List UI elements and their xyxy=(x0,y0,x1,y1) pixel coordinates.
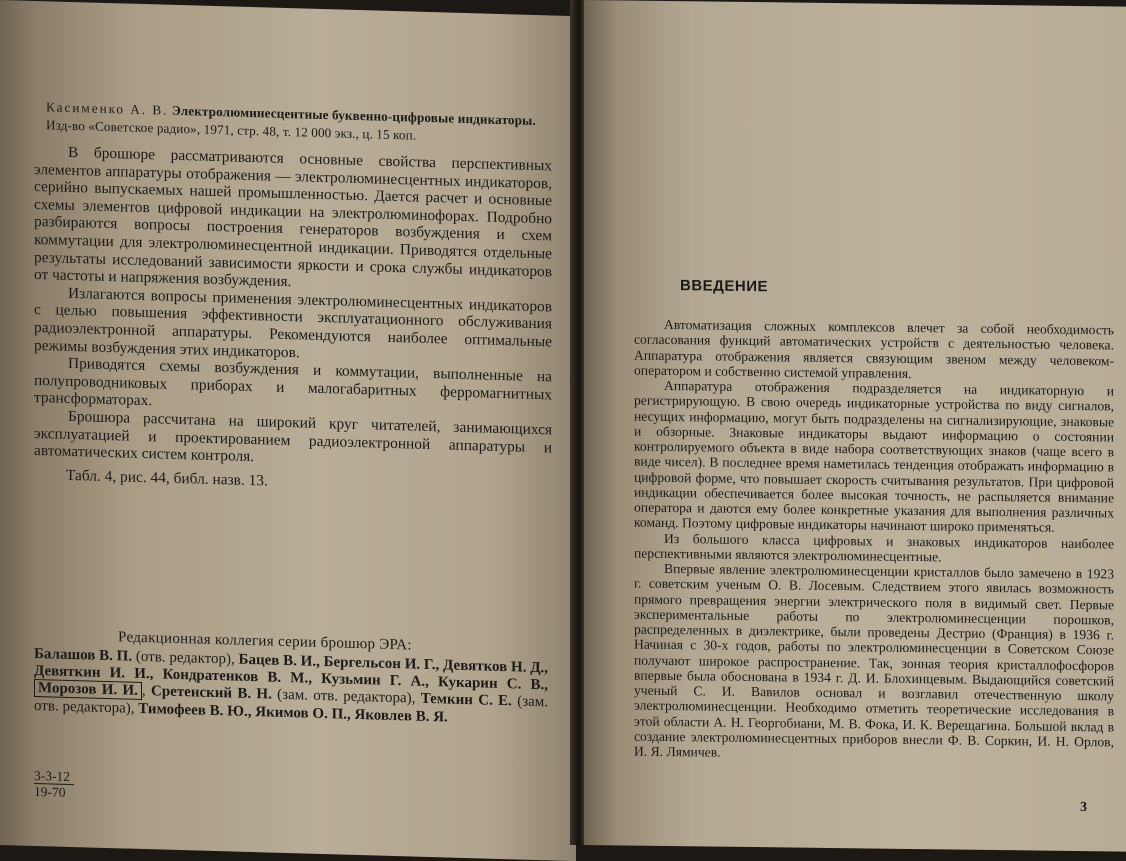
catalog-code-top: 3-3-12 xyxy=(34,767,70,784)
editorial-board-list: Балашов В. П. (отв. редактор), Бацев В. И., Бергельсон И. Г., Девятков Н. Д., Девяткин И. И., Кондратенков В. М., Кузьмин Г. А., Кукарин С. В., Морозов И. И. , Сретенский В. Н. (зам. отв. редактора), Темкин С. Е. (зам. отв. редактора), Тимофеев В. Ю., Якимов О. П., Яковлев В. Я. xyxy=(34,645,549,726)
body-paragraph: Впервые явление электролюминесценции кристаллов было замечено в 1923 г. советским ученым О. В. Лосевым. Следствием этого явилась возможность прямого превращения энергии электрического поля в видимый свет. Первые экспериментальные работы по электролюминесценции порошков, распределенных в диэлектрике, были проведены Дестрио (Франция) в 1936 г. Начиная с 30-х годов, работы по электролюминесценции в Советском Союзе получают широкое распространение. Так, зонная теория кристаллофосфоров впервые была обоснована в 1934 г. Д. И. Блохинцевым. Выдающийся советский ученый С. И. Вавилов основал и возглавил отечественную школу электролюминесценции. Необходимо отметить теоретические исследования в этой области А. Н. Георгобиани, М. В. Фока, И. К. Верещагина. Большой вклад в создание электролюминесцентных приборов внесли Ф. В. Соркин, И. Н. Орлов, И. Я. Лямичев. xyxy=(634,560,1114,760)
body-paragraph: Из большого класса цифровых и знаковых индикаторов наиболее перспективными являются электролюминесцентные. xyxy=(634,530,1114,565)
author-name: Касименко А. В. xyxy=(46,99,169,118)
board-member: Сретенский В. Н. xyxy=(150,683,272,703)
abstract-paragraph: В брошюре рассматриваются основные свойства перспективных элементов аппаратуры отображения — электролюминесцентных индикаторов, серийно выпускаемых нашей промышленностью. Дается расчет и основные схемы элементов цифровой индикации на электролюминофорах. Подробно разбираются вопросы построения генераторов возбуждения и схем коммутации для электролюминесцентной индикации. Приводятся отдельные результаты исследований зависимости яркости и срока службы индикаторов от частоты и напряжения возбуждения. xyxy=(34,143,552,291)
board-member: Яковлев В. Я. xyxy=(354,706,448,726)
tables-figures-note: Табл. 4, рис. 44, библ. назв. 13. xyxy=(66,466,268,490)
board-member: Темкин С. Е. xyxy=(420,691,512,710)
book-title: Электролюминесцентные буквенно-цифровые индикаторы. xyxy=(171,102,536,128)
body-paragraph: Автоматизация сложных комплексов влечет за собой необходимость согласования функций автоматических устройств с деятельностью человека. Аппаратура отображения является связующим звеном между человеком-оператором и собственно системой управления. xyxy=(634,316,1114,381)
abstract xyxy=(34,143,552,498)
page-number: 3 xyxy=(1080,800,1087,816)
abstract-paragraph: Приводятся схемы возбуждения и коммутации, выполненные на полупроводниковых приборах и малогабаритных ферромагнитных трансформаторах. xyxy=(34,355,552,410)
board-member: Бацев В. И., xyxy=(238,651,320,670)
imprint: Изд-во «Советское радио», 1971, стр. 48, т. 12 000 экз., ц. 15 коп. xyxy=(46,117,417,143)
board-member: Кукарин С. В., xyxy=(438,674,549,694)
board-member: Кузьмин Г. А., xyxy=(321,671,429,691)
bibliographic-header xyxy=(46,98,546,148)
board-member: Девятков Н. Д., xyxy=(443,657,549,677)
section-title: ВВЕДЕНИЕ xyxy=(680,277,768,296)
member-role: (отв. редактор), xyxy=(135,648,235,668)
board-member-highlighted: Морозов И. И. xyxy=(34,679,142,700)
introduction-text xyxy=(634,317,1114,765)
right-page xyxy=(584,0,1126,852)
member-role: (зам. отв. редактора), xyxy=(277,687,416,708)
abstract-paragraph: Брошюра рассчитана на широкий круг читателей, занимающихся эксплуатацией и проектированием радиоэлектронной аппаратуры и автоматических систем контроля. xyxy=(34,407,552,466)
board-member: Бергельсон И. Г., xyxy=(323,654,440,674)
board-member: Тимофеев В. Ю., xyxy=(138,700,252,720)
body-paragraph: Аппаратура отображения подразделяется на индикаторную и регистрирующую. В свою очередь индикаторные устройства по виду сигналов, несущих информацию, могут быть подразделены на сигнализирующие, знаковые и обзорные. Знаковые индикаторы выдают информацию о состоянии контролируемого объекта в виде набора соответствующих знаков (чаще всего в виде чисел). В последнее время наметилась тенденция отображать информацию в цифровой форме, что повышает скорость считывания результатов. При цифровой индикации обеспечивается более высокая точность, не распыляется внимание оператора и даются ему более конкретные указания для выполнения различных команд. Поэтому цифровые индикаторы начинают широко применяться. xyxy=(634,377,1114,536)
board-member: Балашов В. П. xyxy=(34,645,133,665)
board-member: Якимов О. П., xyxy=(255,703,351,723)
catalog-code-bottom: 19-70 xyxy=(34,783,66,800)
member-role: (зам. отв. редактора), xyxy=(34,693,549,717)
editorial-board-title: Редакционная коллегия серии брошюр ЭРА: xyxy=(118,629,412,654)
board-member: Девяткин И. И., xyxy=(34,663,154,683)
board-member: Кондратенков В. М., xyxy=(162,666,312,687)
abstract-paragraph: Излагаются вопросы применения электролюминесцентных индикаторов с целью повышения эффективности эксплуатационного обслуживания радиоэлектронной аппаратуры. Рекомендуются наиболее оптимальные режимы возбуждения этих индикаторов. xyxy=(34,284,552,361)
